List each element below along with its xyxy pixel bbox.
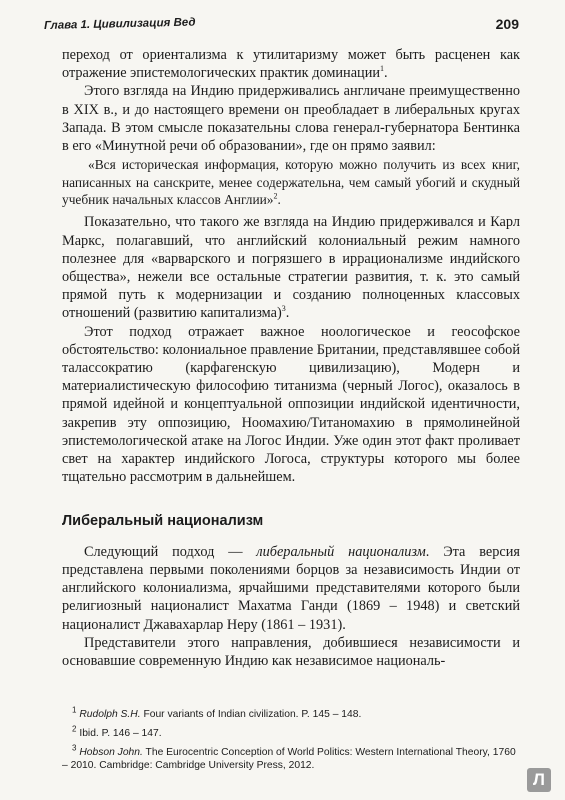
footnote: $^2$ Ibid. P. 146 – 147. [72, 724, 162, 739]
footnote: $^1$ Rudolph S.H. Four variants of Indian civilization. P. 145 – 148. [72, 705, 362, 720]
section-heading: Либеральный национализм [62, 513, 264, 530]
running-header [44, 14, 519, 36]
footnote-ref[interactable]: 1 [380, 64, 384, 74]
paragraph: Этого взгляда на Индию придерживались англичане преимущественно в XIX в., и до настоящего времени он преобладает в либеральных кругах Запада. В этом смысле показательны слова генерал-губернатора Бентинка в его «Минутной речи об образовании», где он прямо заявил: [62, 83, 520, 155]
publisher-logo-icon: Л [527, 768, 551, 792]
page-number: 209 [495, 16, 519, 32]
page-body [62, 46, 520, 670]
block-quote: «Вся историческая информация, которую можно получить из всех книг, написанных на санскрите, менее содержательна, чем самый убогий и скудный учебник начальных классов Англии»$^2$. [62, 157, 520, 208]
paragraph: Этот подход отражает важное ноологическое и геософское обстоятельство: колониальное правление Британии, представлявшее собой талассократию (карфагенскую цивилизацию), Модерн и материалистическую философию титанизма (черный Логос), оказалось в прямой идейной и концептуальной оппозиции индийской идентичности, закрепив эту оппозицию, Ноомахию/Титаномахию в прямолинейной эпистемологической атаке на Логос Индии. Уже один этот факт проливает свет на характер индийского Логоса, структуры которого мы более тщательно рассмотрим в дальнейшем. [62, 323, 520, 486]
paragraph: переход от ориентализма к утилитаризму может быть расценен как отражение эпистемологических практик доминации$^1$. [62, 47, 520, 82]
chapter-title: Глава 1. Цивилизация Вед [43, 16, 196, 32]
footnote-ref[interactable]: 3 [281, 304, 286, 314]
footnote-ref[interactable]: 2 [273, 191, 278, 201]
footnotes [62, 705, 522, 778]
paragraph: Следующий подход — либеральный национализм. Эта версия представлена первыми поколениями борцов за независимость Индии от английского колониализма, ярчайшими представителями которого были религиозный националист Махатма Ганди (1869 – 1948) и светский националист Джавахарлар Неру (1861 – 1931). [62, 543, 520, 633]
emphasis: либеральный национализм [256, 543, 426, 560]
footnote: $^3$ Hobson John. The Eurocentric Conception of World Politics: Western International Theory, 1760 – 2010. Cambridge: Cambridge University Press, 2012. [62, 743, 516, 771]
paragraph: Представители этого направления, добившиеся независимости и основавшие современную Индию как независимое националь- [62, 634, 520, 669]
paragraph: Показательно, что такого же взгляда на Индию придерживался и Карл Маркс, полагавший, что английский колониальный режим намного полезнее для «варварского и погрязшего в иррационализме индийского общества», нежели все остальные стратегии развития, т. к. это самый прямой путь к модернизации и созданию полноценных классовых отношений (развитию капитализма)$^3$. [62, 214, 520, 322]
